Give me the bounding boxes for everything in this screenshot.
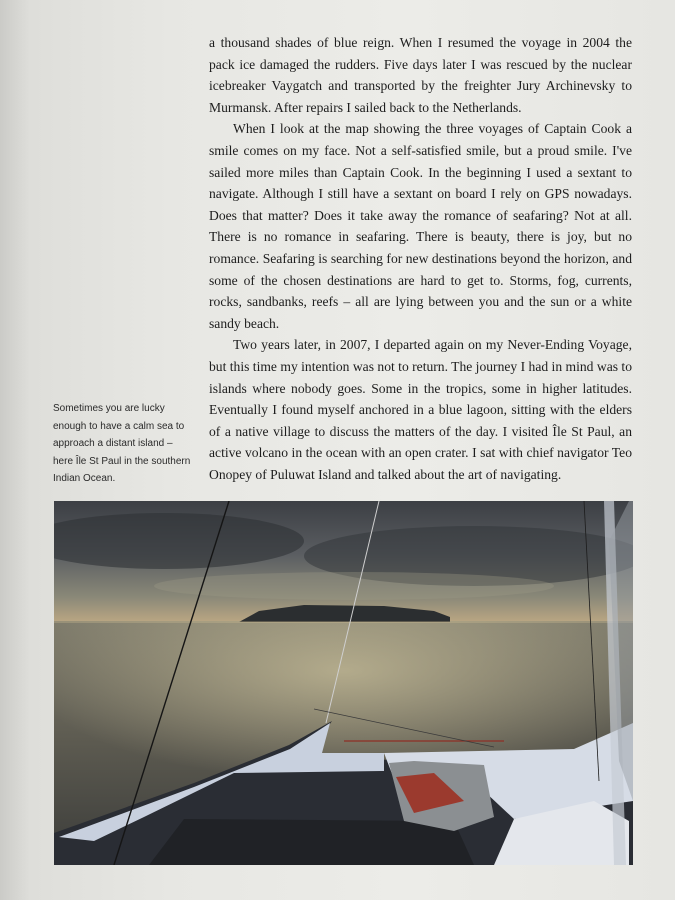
photo-caption: Sometimes you are lucky enough to have a calm sea to approach a distant island – here Île St Paul in the southern Indian Ocean. xyxy=(53,403,191,484)
sea-island-photo xyxy=(54,501,633,865)
body-paragraph-3: Two years later, in 2007, I departed again on my Never-Ending Voyage, but this time my intention was not to return. The journey I had in mind was to islands where nobody goes. Some in the tropics, some in higher latitudes. Eventually I found myself anchored in a blue lagoon, sitting with the elders of a native village to discuss the matters of the day. I visited Île St Paul, an active volcano in the ocean with an open crater. I sat with chief navigator Teo Onopey of Puluwat Island and talked about the art of navigating. xyxy=(209,337,632,482)
body-paragraph-1: a thousand shades of blue reign. When I resumed the voyage in 2004 the pack ice damaged the rudders. Five days later I was rescued by the nuclear icebreaker Vaygatch and transported by the freighter Jury Archinevsky to Murmansk. After repairs I sailed back to the Netherlands. xyxy=(209,35,632,115)
body-paragraph-2: When I look at the map showing the three voyages of Captain Cook a smile comes on my face. Not a self-satisfied smile, but a proud smile. I've sailed more miles than Captain Cook. In the beginning I used a sextant to navigate. Although I still have a sextant on board I rely on GPS nowadays. Does that matter? Does it take away the romance of seafaring? Not at all. There is no romance in seafaring. There is beauty, there is joy, but no romance. Seafaring is searching for new destinations beyond the horizon, and some of the chosen destinations are hard to get to. Storms, fog, currents, rocks, sandbanks, reefs – all are lying between you and the sun or a white sandy beach. xyxy=(209,121,632,331)
page-gutter-shadow xyxy=(0,0,30,900)
body-text-column xyxy=(209,32,632,485)
